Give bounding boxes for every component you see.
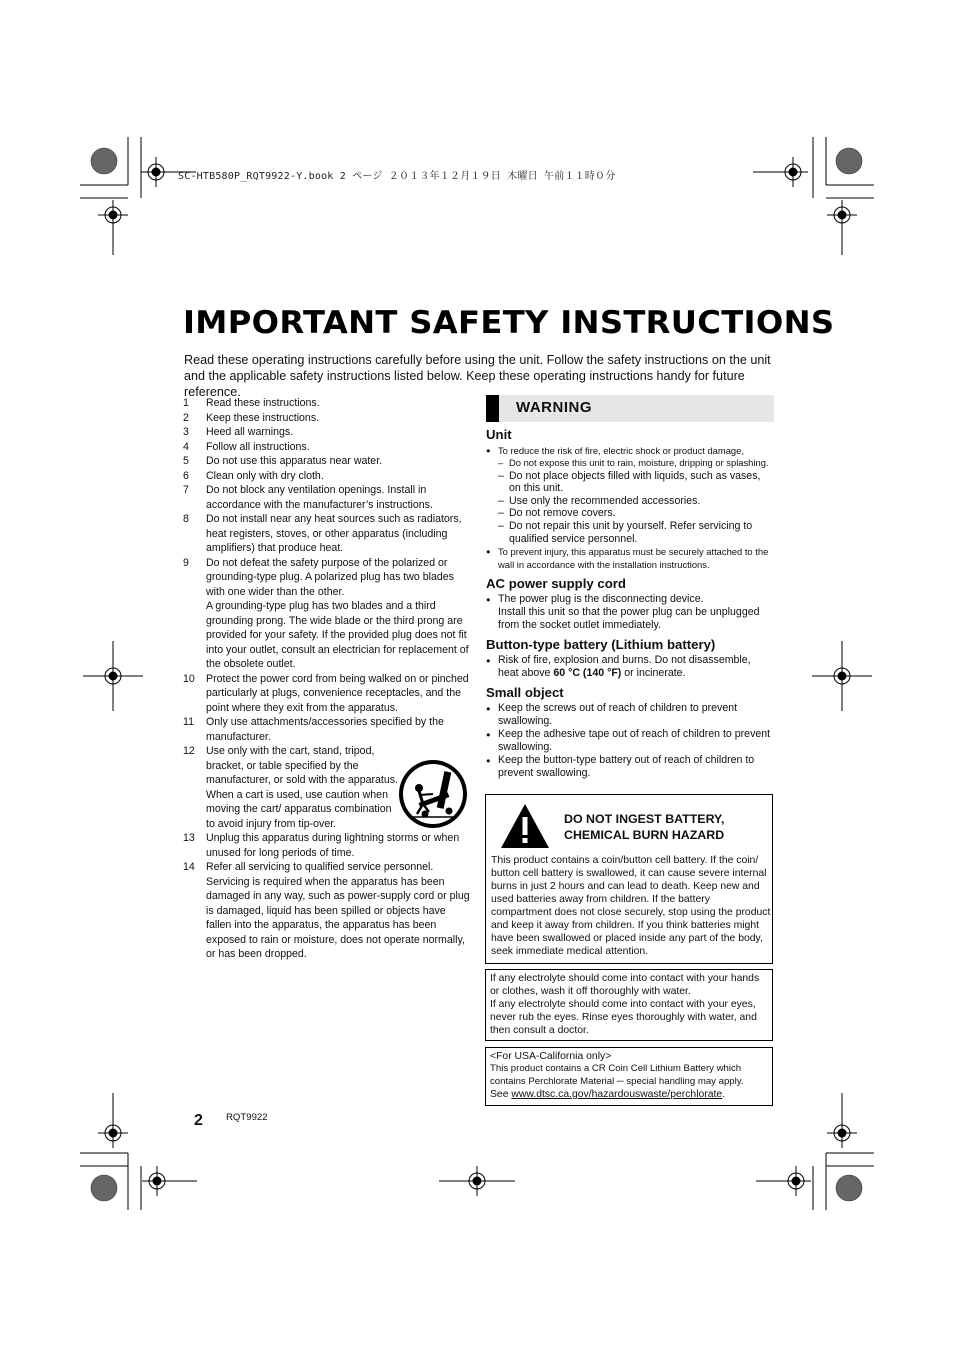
list-item: 1 Read these instructions. bbox=[183, 397, 320, 409]
bullet-item: ● Keep the button-type battery out of reach of children to prevent swallowing. bbox=[486, 754, 774, 780]
list-item: 6 Clean only with dry cloth. bbox=[183, 469, 324, 482]
california-box bbox=[485, 1047, 773, 1106]
page-number: 2 bbox=[194, 1112, 203, 1129]
sub-item: – Do not place objects filled with liquids, such as vases, on this unit. bbox=[498, 469, 761, 495]
hazard-title: DO NOT INGEST BATTERY, CHEMICAL BURN HAZARD bbox=[564, 812, 725, 842]
cart-tipover-icon bbox=[397, 758, 469, 830]
list-item: 2 Keep these instructions. bbox=[183, 411, 320, 424]
sub-item: – Do not repair this unit by yourself. Refer servicing to qualified service personnel. bbox=[498, 519, 753, 545]
california-link-line: See www.dtsc.ca.gov/hazardouswaste/perchlorate. bbox=[490, 1089, 726, 1100]
bullet-item: ● Keep the adhesive tape out of reach of children to prevent swallowing. bbox=[486, 728, 774, 754]
electrolyte-text: If any electrolyte should come into contact with your hands or clothes, wash it off thoroughly with water. bbox=[490, 973, 760, 997]
sub-item: – Use only the recommended accessories. bbox=[498, 494, 701, 507]
list-item: 9 Do not defeat the safety purpose of the polarized or grounding-type plug. A polarized plug has two blades with one wider than the other. A grounding-type plug has two blades and a third grounding prong. The wide blade or the third prong are provided for your safety. If the provided plug does not fit into your outlet, consult an electrician for replacement of the obsolete outlet. bbox=[183, 556, 469, 670]
intro-paragraph: Read these operating instructions carefully before using the unit. Follow the safety instructions on the unit and the applicable safety instructions listed below. Keep these operating instructions handy for future reference. bbox=[184, 353, 771, 399]
list-item: 5 Do not use this apparatus near water. bbox=[183, 455, 383, 467]
bullet-item: ● To prevent injury, this apparatus must be securely attached to the wall in accordance with the installation instructions. bbox=[486, 545, 774, 571]
warning-header: WARNING bbox=[486, 395, 774, 422]
page-title: IMPORTANT SAFETY INSTRUCTIONS bbox=[183, 305, 835, 341]
list-item: 10 Protect the power cord from being walked on or pinched particularly at plugs, convenience receptacles, and the point where they exit from the apparatus. bbox=[183, 672, 469, 714]
bullet-item: ● To reduce the risk of fire, electric shock or product damage, bbox=[486, 444, 774, 457]
list-item: 14 Refer all servicing to qualified service personnel. Servicing is required when the apparatus has been damaged in any way, such as power-supply cord or plug is damaged, liquid has been spilled or objects have fallen into the apparatus, the apparatus has been exposed to rain or moisture, does not operate normally, or has been dropped. bbox=[183, 861, 470, 960]
unit-heading: Unit bbox=[486, 427, 512, 442]
sub-item: – Do not expose this unit to rain, moisture, dripping or splashing. bbox=[498, 457, 769, 468]
list-item: 7 Do not block any ventilation openings. Install in accordance with the manufacturer’s instructions. bbox=[183, 484, 433, 511]
electrolyte-box bbox=[485, 969, 773, 1041]
document-code: RQT9922 bbox=[226, 1112, 268, 1123]
battery-heading: Button-type battery (Lithium battery) bbox=[486, 637, 716, 653]
dtsc-link[interactable]: www.dtsc.ca.gov/hazardouswaste/perchlorate bbox=[511, 1089, 723, 1100]
list-item: 11 Only use attachments/accessories specified by the manufacturer. bbox=[183, 716, 444, 743]
small-object-heading: Small object bbox=[486, 685, 564, 701]
list-item: 12 Use only with the cart, stand, tripod, bracket, or table specified by the manufacturer, or sold with the apparatus. When a cart is used, use caution when moving the cart/ apparatus combination to avoid injury from tip-over. bbox=[183, 745, 398, 830]
file-header-line: SC-HTB580P_RQT9922-Y.book 2 ページ ２０１３年１２月１９日 木曜日 午前１１時０分 bbox=[178, 171, 616, 182]
california-text: This product contains a CR Coin Cell Lithium Battery which contains Perchlorate Material ─ special handling may apply. bbox=[490, 1063, 744, 1087]
instruction-list bbox=[183, 396, 473, 962]
california-title: <For USA-California only> bbox=[490, 1051, 612, 1062]
electrolyte-text: If any electrolyte should come into contact with your eyes, never rub the eyes. Rinse eyes thoroughly with water, and then consult a doctor. bbox=[490, 999, 757, 1036]
hazard-body: This product contains a coin/button cell battery. If the coin/ button cell battery is swallowed, it can cause severe internal burns in just 2 hours and can lead to death. Keep new and used batteries away from children. If the battery compartment does not close securely, stop using the product and keep it away from children. If you think batteries might have been swallowed or placed inside any part of the body, seek immediate medical attention. bbox=[491, 855, 771, 957]
warning-section bbox=[486, 395, 774, 780]
ac-cord-heading: AC power supply cord bbox=[486, 576, 626, 592]
sub-item: – Do not remove covers. bbox=[498, 507, 616, 520]
list-item: 8 Do not install near any heat sources such as radiators, heat registers, stoves, or other apparatus (including amplifiers) that produce heat. bbox=[183, 513, 462, 554]
bullet-item: ● Keep the screws out of reach of children to prevent swallowing. bbox=[486, 702, 774, 728]
list-item: 3 Heed all warnings. bbox=[183, 426, 294, 438]
bullet-item: ● The power plug is the disconnecting device. Install this unit so that the power plug can be unplugged from the socket outlet immediately. bbox=[486, 593, 774, 632]
list-item: 13 Unplug this apparatus during lightning storms or when unused for long periods of time. bbox=[183, 832, 460, 859]
warning-triangle-icon bbox=[500, 803, 550, 849]
ingest-hazard-box bbox=[485, 794, 773, 964]
list-item: 4 Follow all instructions. bbox=[183, 440, 310, 453]
bullet-item: ● Risk of fire, explosion and burns. Do not disassemble, heat above 60 °C (140 °F) or incinerate. bbox=[486, 654, 774, 680]
